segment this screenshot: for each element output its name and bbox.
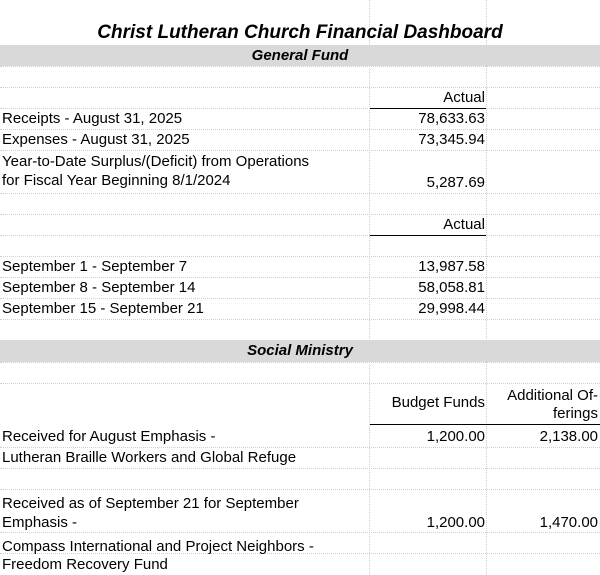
grid-row-line (0, 235, 600, 236)
header-underline (370, 424, 600, 425)
additional-offerings-header-line2: ferings (552, 405, 598, 422)
grid-row-line (0, 362, 600, 363)
august-emphasis-label-line2: Lutheran Braille Workers and Global Refuge (2, 449, 297, 466)
actual-column-header: Actual (443, 216, 485, 233)
week-1-label: September 1 - September 7 (2, 258, 188, 275)
september-emphasis-label-line2: Emphasis - (2, 514, 78, 531)
general-fund-heading: General Fund (251, 47, 349, 64)
surplus-label-line1: Year-to-Date Surplus/(Deficit) from Operations (2, 153, 310, 170)
grid-row-line (0, 150, 600, 151)
september-emphasis-label-line3: Compass International and Project Neighbors - (2, 538, 314, 555)
expenses-label: Expenses - August 31, 2025 (2, 131, 190, 148)
social-ministry-heading: Social Ministry (247, 342, 353, 359)
august-emphasis-label-line1: Received for August Emphasis - (2, 428, 216, 445)
grid-row-line (0, 193, 600, 194)
september-emphasis-label-line1: Received as of September 21 for September (2, 495, 299, 512)
budget-funds-header: Budget Funds (391, 394, 485, 411)
september-budget-value: 1,200.00 (426, 514, 485, 531)
grid-row-line (0, 468, 600, 469)
grid-row-line (0, 66, 600, 67)
header-underline (370, 235, 486, 236)
grid-row-line (0, 214, 600, 215)
week-3-value: 29,998.44 (418, 300, 485, 317)
week-1-value: 13,987.58 (418, 258, 485, 275)
week-2-label: September 8 - September 14 (2, 279, 196, 296)
september-emphasis-label-line4: Freedom Recovery Fund (2, 556, 168, 573)
surplus-label-line2: for Fiscal Year Beginning 8/1/2024 (2, 172, 231, 189)
grid-row-line (0, 489, 600, 490)
august-budget-value: 1,200.00 (426, 428, 485, 445)
week-3-label: September 15 - September 21 (2, 300, 204, 317)
week-2-value: 58,058.81 (418, 279, 485, 296)
receipts-value: 78,633.63 (418, 110, 485, 127)
actual-column-header: Actual (443, 89, 485, 106)
august-additional-value: 2,138.00 (539, 428, 598, 445)
additional-offerings-header-line1: Additional Of- (507, 387, 598, 404)
grid-row-line (0, 383, 600, 384)
expenses-value: 73,345.94 (418, 131, 485, 148)
receipts-label: Receipts - August 31, 2025 (2, 110, 183, 127)
grid-row-line (0, 319, 600, 320)
september-additional-value: 1,470.00 (539, 514, 598, 531)
dashboard-title: Christ Lutheran Church Financial Dashboard (97, 22, 503, 43)
surplus-value: 5,287.69 (426, 174, 485, 191)
grid-row-line (0, 87, 600, 88)
